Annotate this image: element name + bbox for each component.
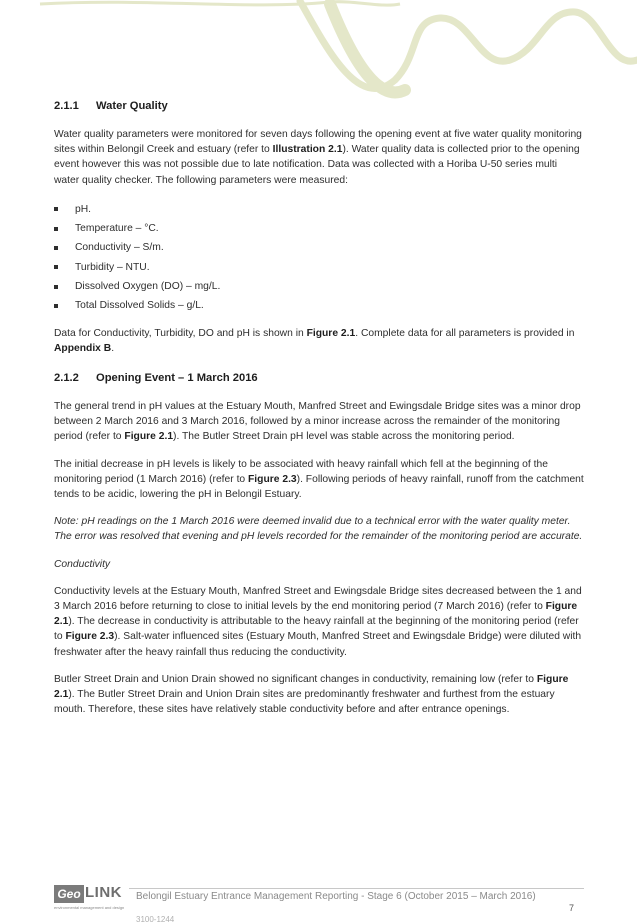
section-title: Opening Event – 1 March 2016 — [96, 372, 258, 384]
logo-geo: Geo — [54, 885, 84, 903]
text-run: ). Water quality data is collected prior to the opening event however this was not possible due to late notification. Data was collected with a Horiba U-50 series multi water quality checker. The following parameters were measured: — [54, 144, 580, 186]
footer-project-code: 3100-1244 — [136, 915, 175, 924]
header-wave-decoration — [0, 0, 637, 105]
text-run: . — [111, 342, 115, 354]
bold-reference: Figure 2.3 — [248, 473, 297, 485]
parameters-list — [54, 200, 584, 316]
bold-reference: Appendix B — [54, 342, 112, 354]
page-footer — [54, 884, 584, 924]
bold-reference: Figure 2.1 — [54, 601, 578, 628]
water-quality-intro — [54, 127, 584, 188]
geolink-logo — [54, 884, 125, 915]
text-run: Conductivity — [54, 558, 111, 570]
water-quality-closing — [54, 326, 584, 356]
section-heading-water-quality — [54, 100, 584, 112]
text-run: ). Following periods of heavy rainfall, runoff from the catchment tends to be acidic, lowering the pH in Belongil Estuary. — [54, 473, 584, 501]
text-run: ). The decrease in conductivity is attributable to the heavy rainfall at the beginning of the monitoring period (refer to — [54, 616, 579, 643]
footer-document-title: Belongil Estuary Entrance Management Reporting - Stage 6 (October 2015 – March 2016) — [136, 891, 536, 902]
text-run: Note: pH readings on the 1 March 2016 were deemed invalid due to a technical error with the water quality meter. The error was resolved that evening and pH levels recorded for the remainder of the monitoring period are accurate. — [54, 516, 583, 543]
page-number: 7 — [569, 903, 575, 913]
paragraph — [54, 557, 584, 572]
section-title: Water Quality — [96, 100, 168, 112]
list-item — [54, 200, 584, 219]
list-item — [54, 219, 584, 238]
opening-event-paragraphs — [54, 399, 584, 717]
bold-reference: Figure 2.1 — [306, 327, 356, 339]
section-number: 2.1.2 — [54, 372, 79, 384]
list-item — [54, 277, 584, 296]
text-run: ). Salt-water influenced sites (Estuary Mouth, Manfred Street and Ewingsdale Bridge) were diluted with freshwater after the heavy rainfall thus reducing the conductivity. — [54, 631, 582, 658]
text-run: ). The Butler Street Drain pH level was stable across the monitoring period. — [173, 431, 515, 443]
text-run: . Complete data for all parameters is provided in — [355, 327, 575, 339]
list-item-text: Dissolved Oxygen (DO) – mg/L. — [75, 281, 221, 292]
list-item — [54, 296, 584, 315]
bold-reference: Figure 2.3 — [65, 631, 115, 643]
list-item-text: pH. — [75, 203, 92, 215]
list-item — [54, 258, 584, 277]
text-run: Water quality parameters were monitored for seven days following the opening event at five water quality monitoring sites within Belongil Creek and estuary (refer to — [54, 129, 582, 156]
paragraph — [54, 399, 584, 445]
bold-reference: Figure 2.1 — [124, 431, 174, 443]
bullet-square-icon — [54, 285, 58, 289]
logo-link: LINK — [85, 884, 122, 901]
paragraph — [54, 584, 584, 660]
bullet-square-icon — [54, 207, 58, 211]
text-run: Butler Street Drain and Union Drain showed no significant changes in conductivity, remaining low (refer to — [54, 673, 537, 685]
paragraph — [54, 672, 584, 718]
footer-divider — [129, 888, 584, 889]
logo-tagline: environmental management and design — [54, 905, 125, 910]
bullet-square-icon — [54, 227, 58, 231]
text-run: Conductivity levels at the Estuary Mouth, Manfred Street and Ewingsdale Bridge sites decreased between the 1 and 3 March 2016 before returning to close to initial levels by the end monitoring period (7 March 2016) (refer to — [54, 585, 582, 613]
bold-reference: Illustration 2.1 — [272, 144, 343, 156]
bullet-square-icon — [54, 246, 58, 250]
bullet-square-icon — [54, 265, 58, 269]
document-body — [54, 100, 584, 729]
section-heading-opening-event — [54, 372, 584, 384]
text-run: ). The Butler Street Drain and Union Drain sites are predominantly freshwater and furthest from the estuary mouth. Therefore, these sites have relatively stable conductivity before and after entrance openings. — [54, 689, 555, 716]
list-item-text: Turbidity – NTU. — [75, 261, 150, 273]
bold-reference: Figure 2.1 — [54, 673, 569, 701]
section-number: 2.1.1 — [54, 100, 79, 112]
text-run: The initial decrease in pH levels is likely to be associated with heavy rainfall which fell at the beginning of the monitoring period (1 March 2016) (refer to — [54, 458, 548, 485]
list-item-text: Conductivity – S/m. — [75, 242, 164, 254]
bullet-square-icon — [54, 304, 58, 308]
paragraph — [54, 457, 584, 503]
text-run: The general trend in pH values at the Estuary Mouth, Manfred Street and Ewingsdale Bridge sites was a minor drop between 2 March 2016 and 3 March 2016, followed by a minor increase across the remainder of the monitoring period (refer to — [54, 401, 581, 443]
list-item — [54, 238, 584, 257]
list-item-text: Temperature – °C. — [75, 223, 159, 235]
paragraph — [54, 514, 584, 544]
list-item-text: Total Dissolved Solids – g/L. — [75, 300, 204, 312]
text-run: Data for Conductivity, Turbidity, DO and pH is shown in — [54, 327, 307, 339]
